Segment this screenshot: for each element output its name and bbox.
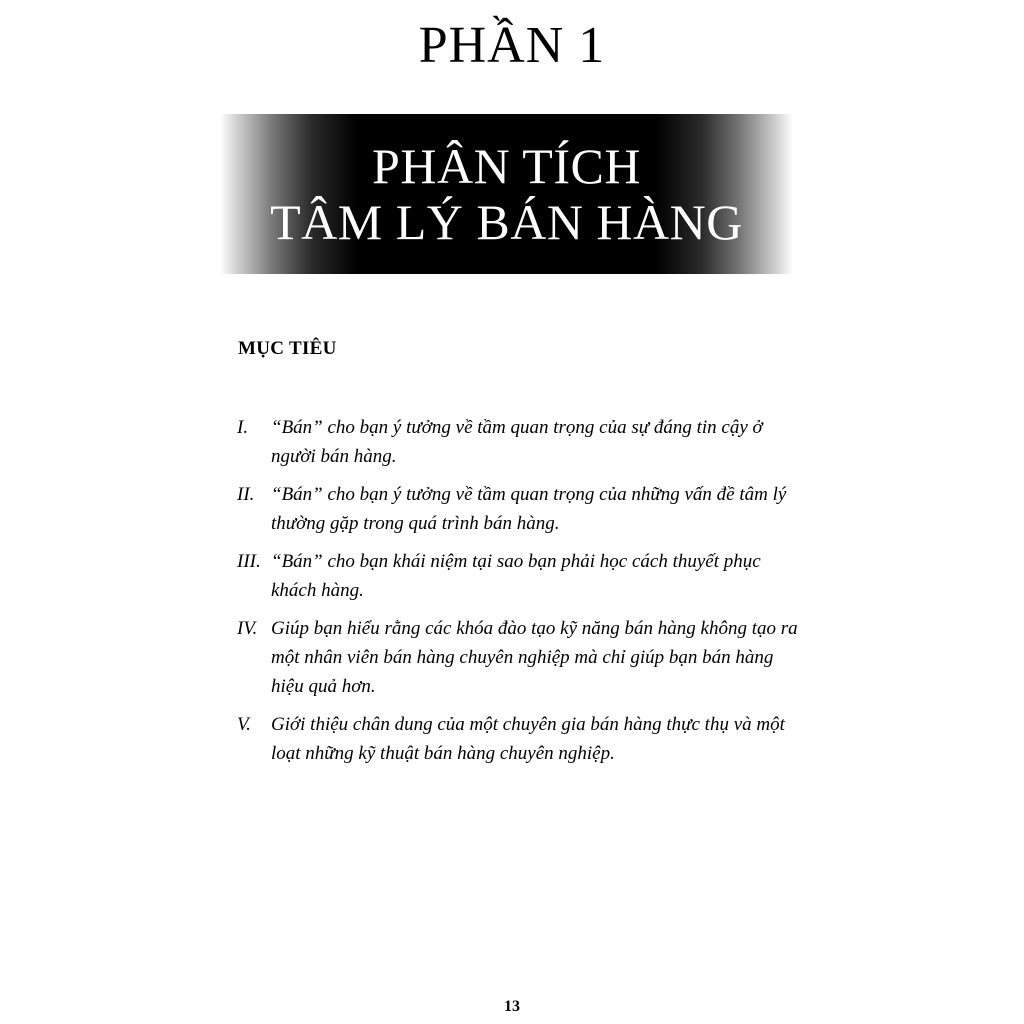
objectives-list bbox=[237, 413, 807, 777]
objective-text: “Bán” cho bạn khái niệm tại sao bạn phải học cách thuyết phục khách hàng. bbox=[271, 551, 761, 601]
objective-text: “Bán” cho bạn ý tưởng về tầm quan trọng của sự đáng tin cậy ở người bán hàng. bbox=[271, 417, 763, 467]
objective-number: IV. bbox=[237, 618, 258, 639]
chapter-title-line-1: PHÂN TÍCH bbox=[372, 138, 641, 194]
objectives-heading: MỤC TIÊU bbox=[238, 338, 337, 359]
page-number: 13 bbox=[504, 998, 520, 1015]
chapter-title-banner bbox=[220, 114, 793, 274]
objective-number: V. bbox=[237, 714, 251, 735]
chapter-title-line-2: TÂM LÝ BÁN HÀNG bbox=[270, 194, 743, 250]
objective-item bbox=[237, 710, 807, 768]
objective-number: II. bbox=[237, 484, 255, 505]
objective-item bbox=[237, 480, 807, 538]
objective-text: Giới thiệu chân dung của một chuyên gia bán hàng thực thụ và một loạt những kỹ thuật bán hàng chuyên nghiệp. bbox=[271, 714, 785, 764]
objective-text: “Bán” cho bạn ý tưởng về tầm quan trọng của những vấn đề tâm lý thường gặp trong quá trình bán hàng. bbox=[271, 484, 787, 534]
objective-item bbox=[237, 614, 807, 701]
objective-item bbox=[237, 413, 807, 471]
objective-item bbox=[237, 547, 807, 605]
part-heading: PHẦN 1 bbox=[418, 17, 606, 74]
objective-number: I. bbox=[237, 417, 249, 438]
objective-text: Giúp bạn hiểu rằng các khóa đào tạo kỹ năng bán hàng không tạo ra một nhân viên bán hàng chuyên nghiệp mà chỉ giúp bạn bán hàng hiệu quả hơn. bbox=[271, 618, 798, 697]
objective-number: III. bbox=[237, 551, 261, 572]
